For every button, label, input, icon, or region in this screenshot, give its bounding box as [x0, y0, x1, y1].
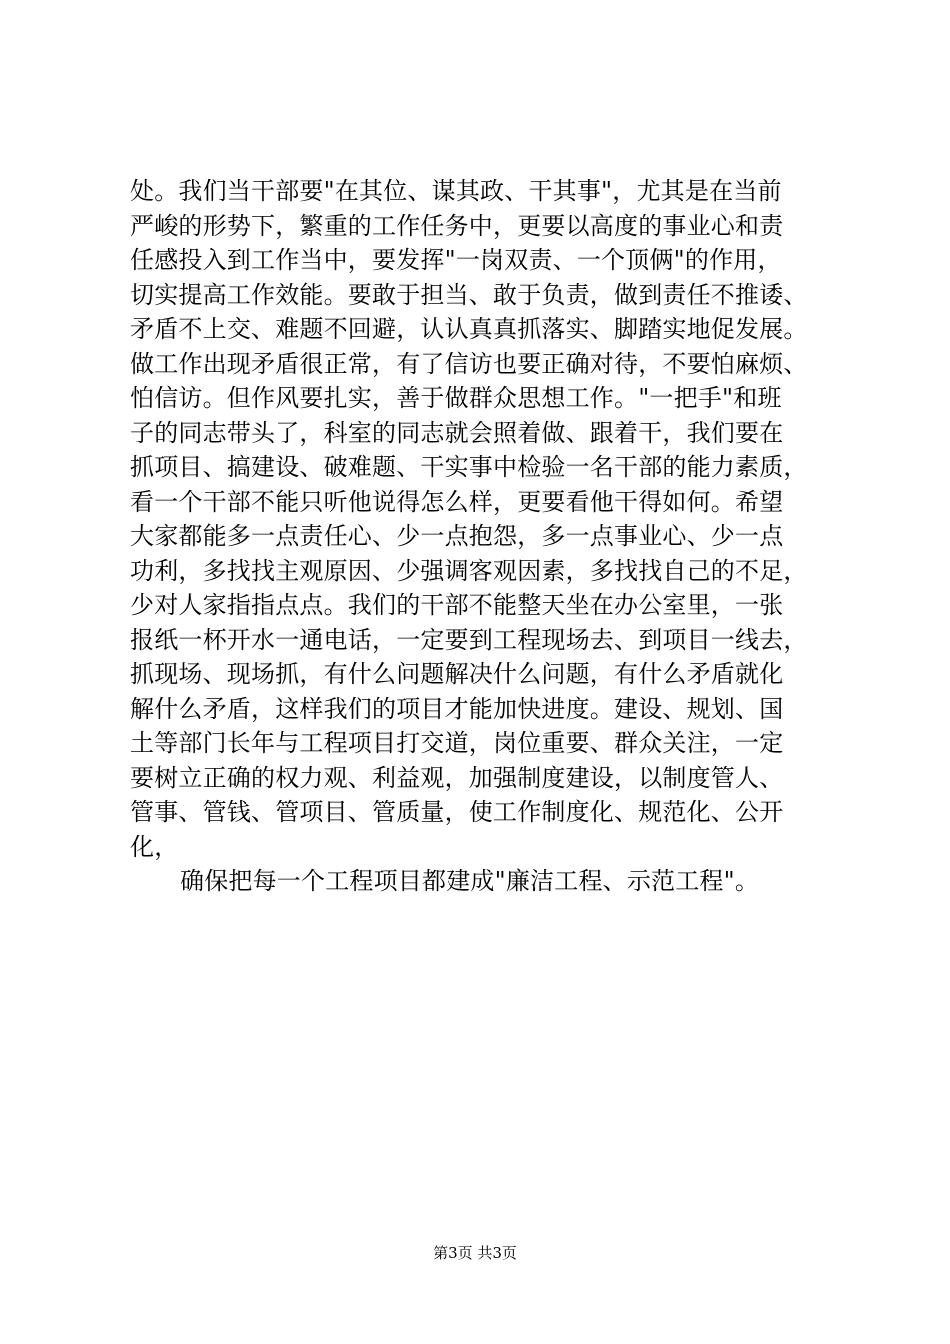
paragraph-line: 子的同志带头了，科室的同志就会照着做、跟着干，我们要在: [130, 418, 784, 447]
page-number: 第3页 共3页: [433, 1244, 517, 1262]
closing-paragraph: 确保把每一个工程项目都建成"廉洁工程、示范工程"。: [180, 867, 760, 895]
paragraph-line: 化，: [130, 832, 179, 861]
paragraph-line: 功利，多找找主观原因、少强调客观因素，多找找自己的不足，: [130, 556, 808, 585]
paragraph-line: 要树立正确的权力观、利益观，加强制度建设，以制度管人、: [130, 763, 784, 792]
body-text: [130, 174, 850, 899]
paragraph-line: 大家都能多一点责任心、少一点抱怨，多一点事业心、少一点: [130, 522, 784, 550]
paragraph-line: 切实提高工作效能。要敢于担当、敢于负责，做到责任不推诿、: [130, 280, 808, 309]
paragraph-line: 报纸一杯开水一通电话，一定要到工程现场去、到项目一线去，: [130, 625, 808, 654]
paragraph-line: 处。我们当干部要"在其位、谋其政、干其事"，尤其是在当前: [130, 177, 782, 205]
paragraph-line: 做工作出现矛盾很正常，有了信访也要正确对待，不要怕麻烦、: [130, 349, 808, 378]
page-footer: [0, 1243, 950, 1263]
paragraph-line: 矛盾不上交、难题不回避，认认真真抓落实、脚踏实地促发展。: [130, 315, 808, 343]
paragraph-line: 严峻的形势下，繁重的工作任务中，更要以高度的事业心和责: [130, 211, 784, 240]
paragraph-line: 解什么矛盾，这样我们的项目才能加快进度。建设、规划、国: [130, 694, 784, 723]
paragraph-line: 抓项目、搞建设、破难题、干实事中检验一名干部的能力素质，: [130, 453, 808, 481]
paragraph-line: 怕信访。但作风要扎实，善于做群众思想工作。"一把手"和班: [130, 384, 782, 412]
paragraph-line: 抓现场、现场抓，有什么问题解决什么问题，有什么矛盾就化: [130, 660, 784, 688]
paragraph-line: 土等部门长年与工程项目打交道，岗位重要、群众关注，一定: [130, 729, 784, 757]
paragraph-line: 管事、管钱、管项目、管质量，使工作制度化、规范化、公开: [130, 798, 784, 826]
paragraph-line: 看一个干部不能只听他说得怎么样，更要看他干得如何。希望: [130, 487, 784, 516]
paragraph-line: 少对人家指指点点。我们的干部不能整天坐在办公室里，一张: [130, 591, 784, 619]
paragraph-line: 任感投入到工作当中，要发挥"一岗双责、一个顶俩"的作用，: [130, 246, 782, 274]
